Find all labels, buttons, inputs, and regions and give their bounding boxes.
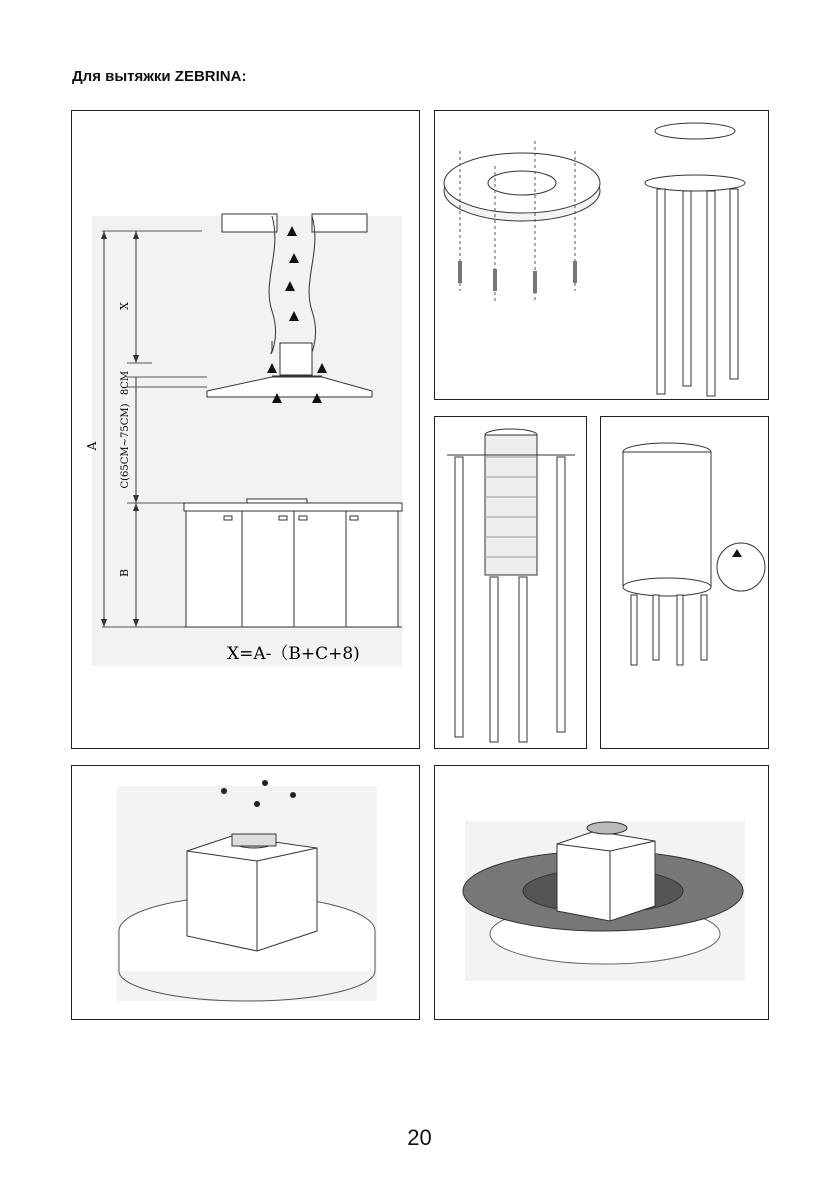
- dimension-label-gap: 8CM: [120, 370, 131, 396]
- motor-box-screws-svg: [72, 766, 419, 1019]
- dimension-label-x: X: [118, 302, 131, 310]
- duct-rails-svg: [435, 417, 586, 748]
- page-title: Для вытяжки ZEBRINA:: [72, 68, 247, 85]
- formula-text: X=A-（B+C+8): [227, 644, 360, 664]
- page-number: 20: [407, 1125, 432, 1150]
- dimension-label-b: B: [118, 568, 131, 578]
- dimension-label-c: C(65CM~75CM): [120, 403, 131, 489]
- panel-motor-box-screws: [71, 765, 420, 1020]
- panel-ring-mounting: [434, 110, 769, 400]
- ring-mounting-svg: [435, 111, 768, 399]
- dimension-label-a: A: [85, 441, 99, 451]
- panel-finished-hood: [434, 765, 769, 1020]
- panel-duct-rails: [434, 416, 587, 749]
- finished-hood-svg: [435, 766, 768, 1019]
- panel-cover-sleeve: [600, 416, 769, 749]
- height-diagram-svg: [72, 111, 419, 748]
- cover-sleeve-svg: [601, 417, 768, 748]
- panel-height-diagram: [71, 110, 420, 749]
